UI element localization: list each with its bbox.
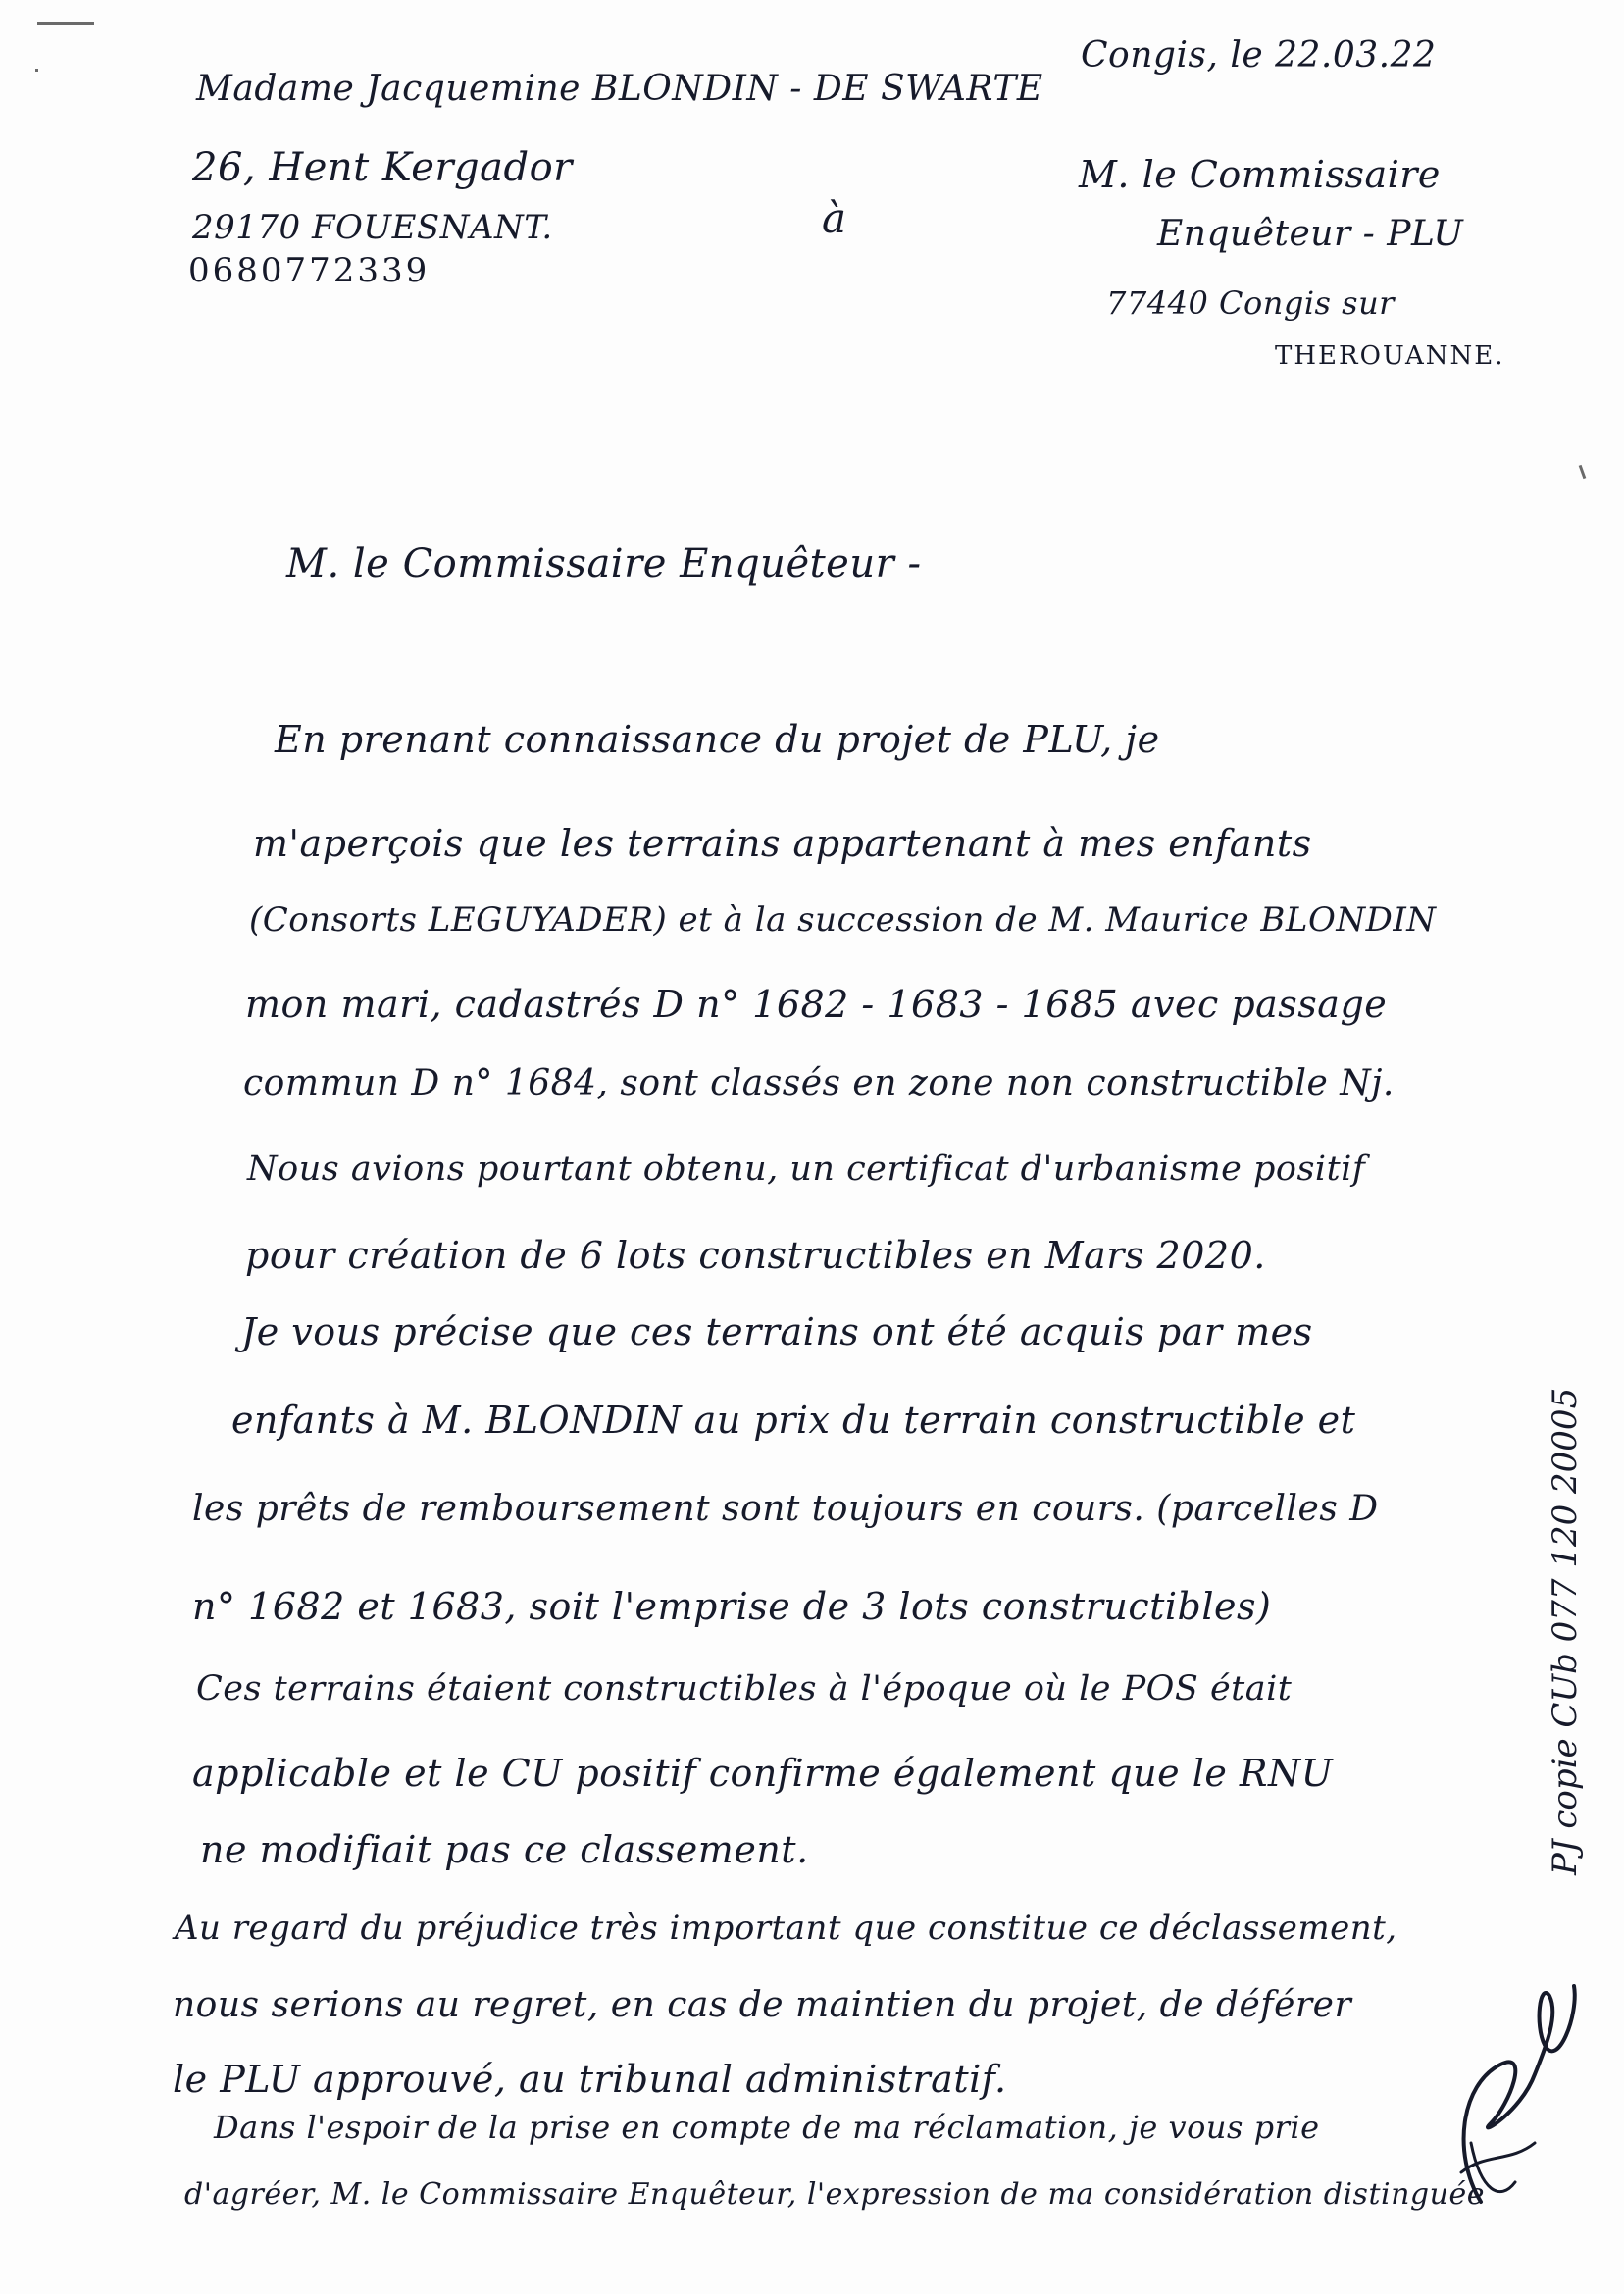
body-line: En prenant connaissance du projet de PLU, je <box>275 718 1160 761</box>
body-line: pour création de 6 lots constructibles en Mars 2020. <box>245 1234 1266 1277</box>
scan-mark-right <box>1579 465 1587 479</box>
sender-name: Madame Jacqueminе BLONDIN - DE SWARTE <box>196 69 1043 109</box>
signature-scribble <box>1442 1957 1599 2212</box>
scan-mark-dot <box>35 69 38 72</box>
body-line: applicable et le CU positif confirme également que le RNU <box>192 1752 1334 1795</box>
sender-address-line1: 26, Hent Kergador <box>192 145 573 190</box>
body-line: Je vous précise que ces terrains ont été acquis par mes <box>241 1310 1313 1353</box>
recipient-line3: 77440 Congis sur <box>1106 284 1395 322</box>
margin-note-attachment: PJ copie CUb 077 120 20005 <box>1546 1387 1585 1875</box>
body-line: m'aperçois que les terrains appartenant à mes enfants <box>253 822 1312 865</box>
body-line: (Consorts LEGUYADER) et à la succession de M. Maurice BLONDIN <box>249 900 1437 940</box>
body-line: le PLU approuvé, au tribunal administratif. <box>173 2058 1007 2101</box>
signature <box>1442 1957 1599 2216</box>
date-place: Congis, le 22.03.22 <box>1081 35 1437 76</box>
body-line: mon mari, cadastrés D n° 1682 - 1683 - 1685 avec passage <box>245 983 1388 1026</box>
sender-phone: 0680772339 <box>188 251 431 290</box>
sender-address-line2: 29170 FOUESNANT. <box>192 208 553 247</box>
body-line: Nous avions pourtant obtenu, un certificat d'urbanisme positif <box>247 1149 1366 1189</box>
salutation: M. le Commissaire Enquêteur - <box>286 541 922 586</box>
body-line: les prêts de remboursement sont toujours en cours. (parcelles D <box>192 1489 1379 1529</box>
body-line: n° 1682 et 1683, soit l'emprise de 3 lots constructibles) <box>192 1585 1272 1628</box>
preposition: à <box>822 194 847 242</box>
body-line: enfants à M. BLONDIN au prix du terrain constructible et <box>231 1399 1356 1442</box>
recipient-line2: Enquêteur - PLU <box>1157 214 1464 254</box>
body-line: commun D n° 1684, sont classés en zone non constructible Nj. <box>243 1063 1395 1103</box>
body-line: Dans l'espoir de la prise en compte de ma réclamation, je vous prie <box>214 2109 1320 2146</box>
scan-mark-top <box>37 22 94 25</box>
recipient-line4: THEROUANNE. <box>1275 341 1505 371</box>
body-line: Au regard du préjudice très important que constitue ce déclassement, <box>175 1909 1397 1948</box>
body-line: nous serions au regret, en cas de maintien du projet, de déférer <box>173 1985 1352 2025</box>
body-line: Ces terrains étaient constructibles à l'époque où le POS était <box>196 1669 1293 1708</box>
recipient-line1: M. le Commissaire <box>1079 153 1441 196</box>
body-line: ne modifiait pas ce classement. <box>200 1828 809 1871</box>
body-line: d'agréer, M. le Commissaire Enquêteur, l'expression de ma considération distinguée <box>184 2177 1485 2212</box>
